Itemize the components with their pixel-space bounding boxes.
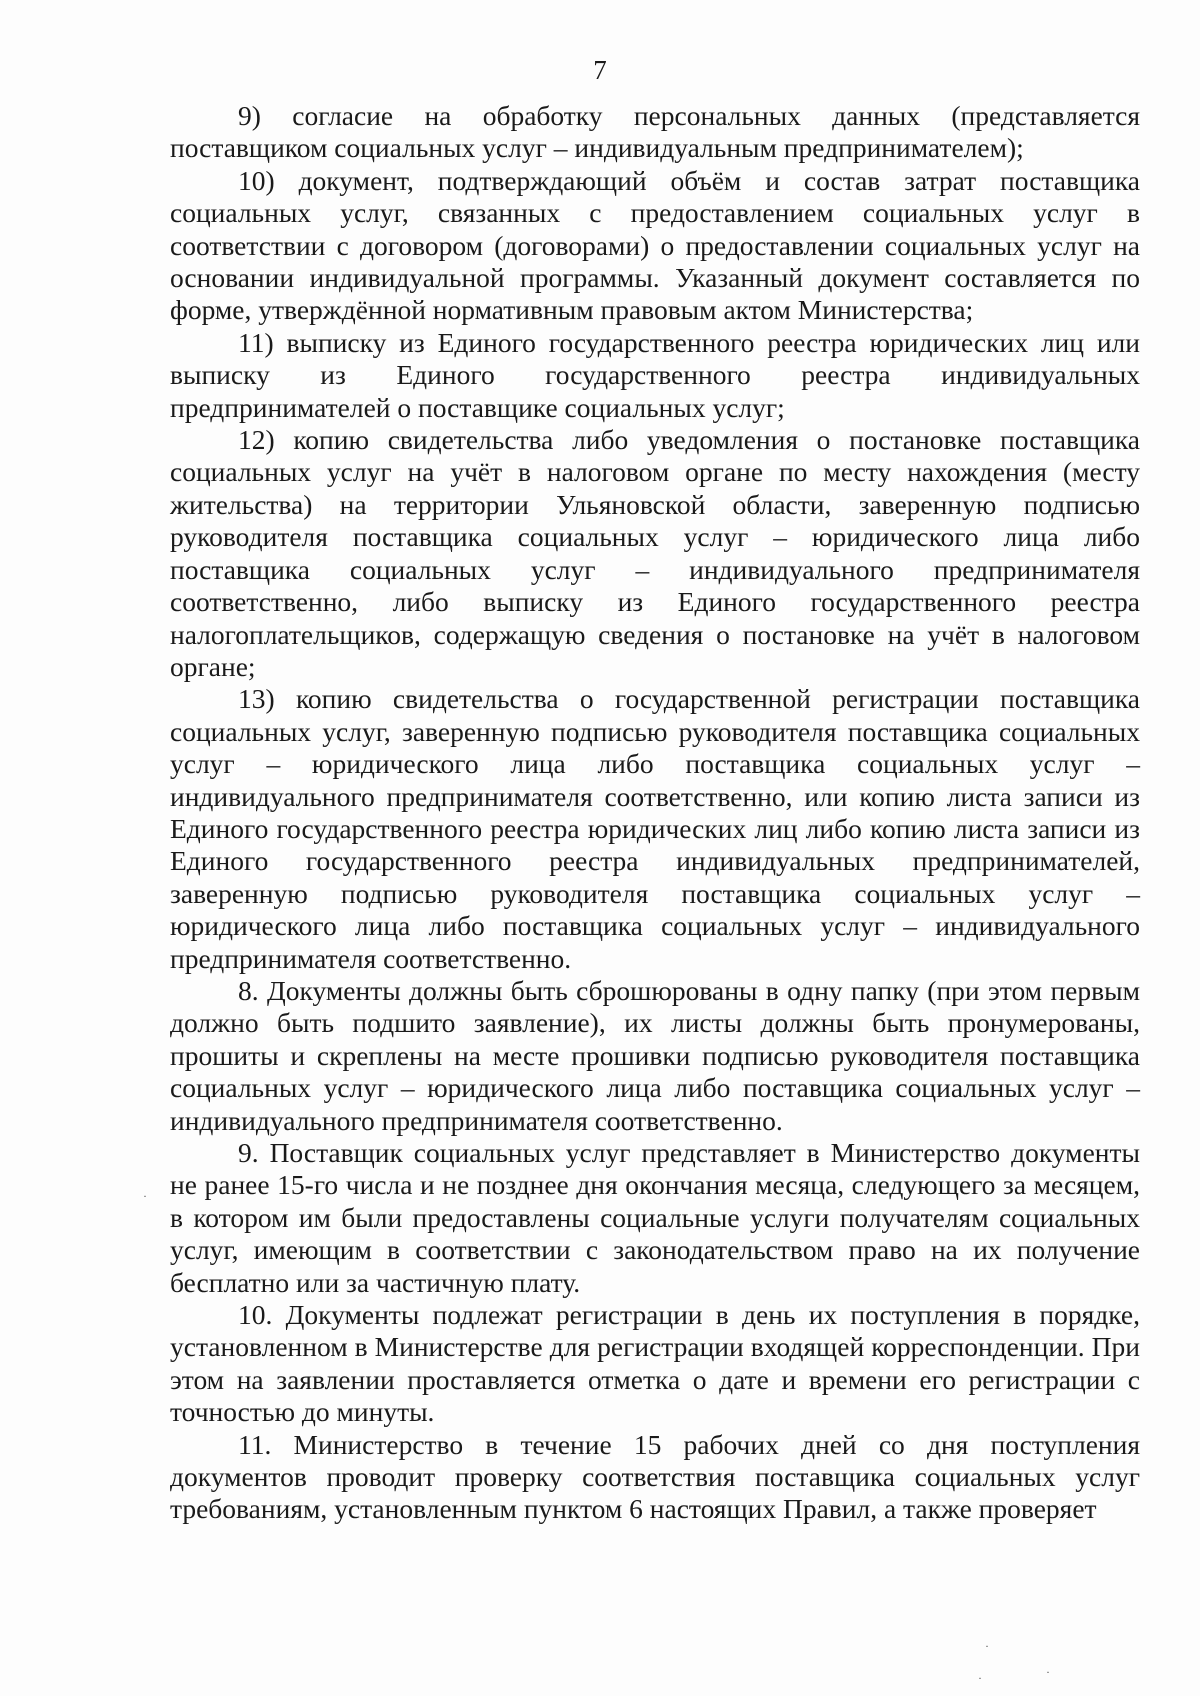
paragraph-item-10-cost-document: 10) документ, подтверждающий объём и состав затрат поставщика социальных услуг, связанных с предоставлением социальных услуг в соответствии с договором (договорами) о предоставлении социальных услуг на основании индивидуальной программы. Указанный документ составляется по форме, утверждённой нормативным правовым актом Министерства;	[170, 164, 1140, 326]
paragraph-clause-9: 9. Поставщик социальных услуг представляет в Министерство документы не ранее 15-го числа и не позднее дня окончания месяца, следующего за месяцем, в котором им были предоставлены социальные услуги получателям социальных услуг, имеющим в соответствии с законодательством право на их получение бесплатно или за частичную плату.	[170, 1137, 1140, 1298]
paragraph-clause-11: 11. Министерство в течение 15 рабочих дней со дня поступления документов проводит проверку соответствия поставщика социальных услуг требованиям, установленным пунктом 6 настоящих Правил, а также проверяет	[170, 1428, 1140, 1525]
document-body	[170, 100, 1140, 1526]
scan-speck: ·	[978, 1671, 982, 1685]
scan-speck: ·	[143, 1189, 147, 1203]
paragraph-item-12-tax-registration: 12) копию свидетельства либо уведомления о постановке поставщика социальных услуг на учёт в налоговом органе по месту нахождения (месту жительства) на территории Ульяновской области, заверенную подписью руководителя поставщика социальных услуг – юридического лица либо поставщика социальных услуг – индивидуального предпринимателя соответственно, либо выписку из Единого государственного реестра налогоплательщиков, содержащую сведения о постановке на учёт в налоговом органе;	[170, 424, 1140, 682]
paragraph-item-11-registry-extract: 11) выписку из Единого государственного реестра юридических лиц или выписку из Единого государственного реестра индивидуальных предпринимателей о поставщике социальных услуг;	[170, 326, 1140, 423]
page-number: 7	[593, 55, 607, 85]
paragraph-clause-8: 8. Документы должны быть сброшюрованы в одну папку (при этом первым должно быть подшито заявление), их листы должны быть пронумерованы, прошиты и скреплены на месте прошивки подписью руководителя поставщика социальных услуг – юридического лица либо поставщика социальных услуг – индивидуального предпринимателя соответственно.	[170, 974, 1140, 1136]
paragraph-item-9-consent: 9) согласие на обработку персональных данных (представляется поставщиком социальных услуг – индивидуальным предпринимателем);	[170, 100, 1140, 164]
scan-speck: ·	[985, 1639, 989, 1653]
scan-speck: ·	[1046, 1665, 1050, 1679]
paragraph-clause-10: 10. Документы подлежат регистрации в день их поступления в порядке, установленном в Министерстве для регистрации входящей корреспонденции. При этом на заявлении проставляется отметка о дате и времени его регистрации с точностью до минуты.	[170, 1299, 1140, 1428]
paragraph-item-13-state-registration: 13) копию свидетельства о государственной регистрации поставщика социальных услуг, заверенную подписью руководителя поставщика социальных услуг – юридического лица либо поставщика социальных услуг – индивидуального предпринимателя соответственно, или копию листа записи из Единого государственного реестра юридических лиц либо копию листа записи из Единого государственного реестра индивидуальных предпринимателей, заверенную подписью руководителя поставщика социальных услуг – юридического лица либо поставщика социальных услуг – индивидуального предпринимателя соответственно.	[170, 683, 1140, 974]
